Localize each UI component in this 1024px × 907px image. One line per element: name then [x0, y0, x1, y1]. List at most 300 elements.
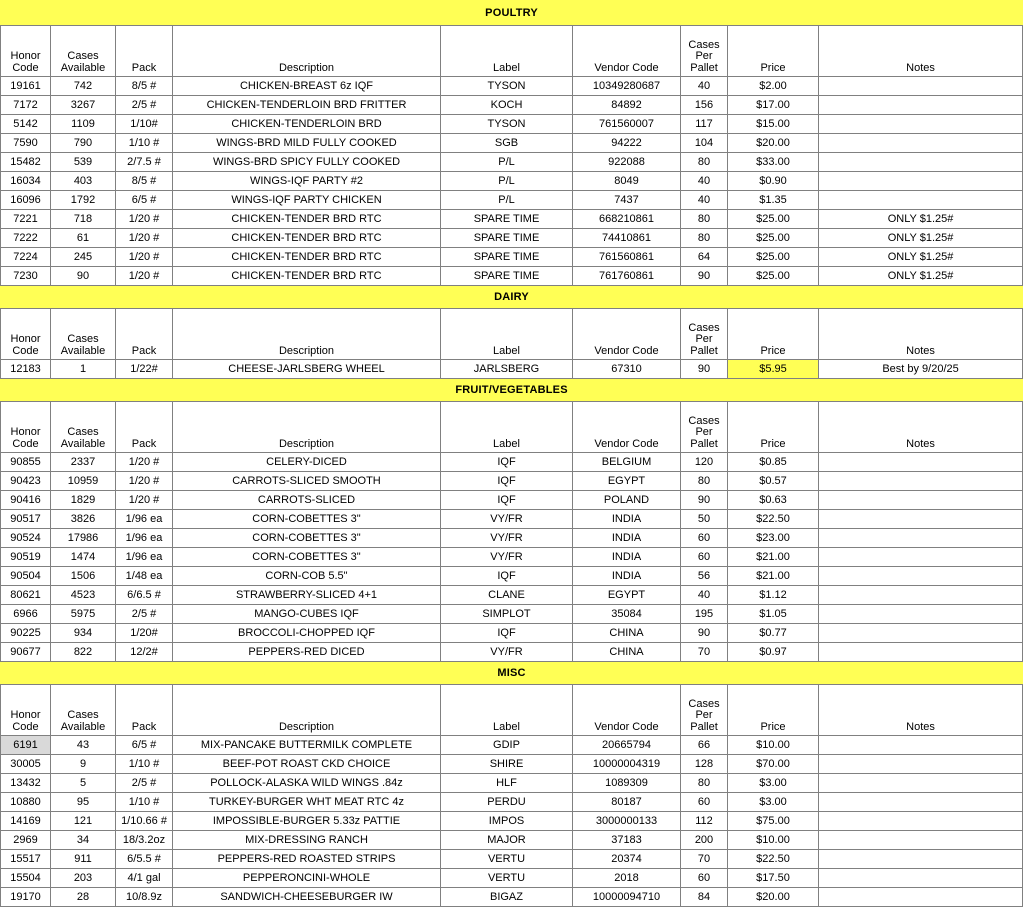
cell-notes[interactable]: [819, 643, 1023, 662]
cell-pack[interactable]: 1/10 #: [116, 755, 173, 774]
cell-description[interactable]: CORN-COBETTES 3": [173, 510, 441, 529]
cell-label[interactable]: IQF: [441, 624, 573, 643]
cell-cases-per-pallet[interactable]: 60: [681, 869, 728, 888]
cell-description[interactable]: WINGS-IQF PARTY #2: [173, 172, 441, 191]
cell-vendor-code[interactable]: 2018: [573, 869, 681, 888]
cell-honor-code[interactable]: 7172: [1, 96, 51, 115]
cell-notes[interactable]: [819, 134, 1023, 153]
table-row[interactable]: [1, 153, 1023, 172]
column-header-cases-per-pallet[interactable]: [681, 26, 728, 77]
cell-price[interactable]: $20.00: [728, 134, 819, 153]
table-row[interactable]: [1, 115, 1023, 134]
column-header-price[interactable]: [728, 402, 819, 453]
cell-pack[interactable]: 1/20 #: [116, 248, 173, 267]
cell-cases-available[interactable]: 28: [51, 888, 116, 907]
cell-description[interactable]: MIX-PANCAKE BUTTERMILK COMPLETE: [173, 736, 441, 755]
cell-cases-available[interactable]: 1474: [51, 548, 116, 567]
cell-cases-available[interactable]: 934: [51, 624, 116, 643]
cell-vendor-code[interactable]: 94222: [573, 134, 681, 153]
cell-pack[interactable]: 1/20#: [116, 624, 173, 643]
cell-cases-available[interactable]: 539: [51, 153, 116, 172]
cell-cases-per-pallet[interactable]: 70: [681, 643, 728, 662]
cell-label[interactable]: SHIRE: [441, 755, 573, 774]
cell-label[interactable]: VY/FR: [441, 548, 573, 567]
cell-cases-available[interactable]: 822: [51, 643, 116, 662]
cell-notes[interactable]: ONLY $1.25#: [819, 229, 1023, 248]
cell-description[interactable]: IMPOSSIBLE-BURGER 5.33z PATTIE: [173, 812, 441, 831]
cell-description[interactable]: CHICKEN-TENDERLOIN BRD: [173, 115, 441, 134]
column-header-description[interactable]: [173, 402, 441, 453]
column-header-honor-code[interactable]: [1, 402, 51, 453]
cell-pack[interactable]: 1/20 #: [116, 472, 173, 491]
cell-vendor-code[interactable]: 67310: [573, 360, 681, 379]
cell-notes[interactable]: [819, 96, 1023, 115]
cell-description[interactable]: BROCCOLI-CHOPPED IQF: [173, 624, 441, 643]
cell-label[interactable]: P/L: [441, 172, 573, 191]
cell-pack[interactable]: 1/20 #: [116, 267, 173, 286]
cell-pack[interactable]: 10/8.9z: [116, 888, 173, 907]
column-header-vendor-code[interactable]: [573, 402, 681, 453]
column-header-description[interactable]: [173, 26, 441, 77]
cell-price[interactable]: $25.00: [728, 229, 819, 248]
cell-description[interactable]: MANGO-CUBES IQF: [173, 605, 441, 624]
table-row[interactable]: [1, 248, 1023, 267]
cell-honor-code[interactable]: 90855: [1, 453, 51, 472]
cell-vendor-code[interactable]: 3000000133: [573, 812, 681, 831]
cell-cases-available[interactable]: 3267: [51, 96, 116, 115]
cell-price[interactable]: $17.00: [728, 96, 819, 115]
cell-price[interactable]: $5.95: [728, 360, 819, 379]
cell-cases-available[interactable]: 90: [51, 267, 116, 286]
cell-honor-code[interactable]: 7221: [1, 210, 51, 229]
cell-price[interactable]: $22.50: [728, 510, 819, 529]
cell-pack[interactable]: 1/20 #: [116, 453, 173, 472]
column-header-pack[interactable]: [116, 309, 173, 360]
cell-description[interactable]: BEEF-POT ROAST CKD CHOICE: [173, 755, 441, 774]
column-header-pack[interactable]: [116, 26, 173, 77]
cell-label[interactable]: JARLSBERG: [441, 360, 573, 379]
table-row[interactable]: [1, 453, 1023, 472]
cell-vendor-code[interactable]: 80187: [573, 793, 681, 812]
cell-price[interactable]: $21.00: [728, 567, 819, 586]
column-header-description[interactable]: [173, 309, 441, 360]
cell-pack[interactable]: 1/20 #: [116, 491, 173, 510]
cell-label[interactable]: SPARE TIME: [441, 267, 573, 286]
cell-price[interactable]: $25.00: [728, 248, 819, 267]
cell-notes[interactable]: [819, 586, 1023, 605]
cell-label[interactable]: TYSON: [441, 115, 573, 134]
cell-label[interactable]: VY/FR: [441, 510, 573, 529]
column-header-label[interactable]: [441, 309, 573, 360]
cell-notes[interactable]: [819, 624, 1023, 643]
cell-cases-available[interactable]: 1109: [51, 115, 116, 134]
cell-cases-available[interactable]: 95: [51, 793, 116, 812]
cell-label[interactable]: VERTU: [441, 869, 573, 888]
cell-vendor-code[interactable]: CHINA: [573, 624, 681, 643]
cell-cases-available[interactable]: 2337: [51, 453, 116, 472]
cell-honor-code[interactable]: 90517: [1, 510, 51, 529]
cell-cases-per-pallet[interactable]: 40: [681, 172, 728, 191]
cell-notes[interactable]: [819, 567, 1023, 586]
table-row[interactable]: [1, 831, 1023, 850]
column-header-cases-available[interactable]: [51, 402, 116, 453]
cell-description[interactable]: CHICKEN-TENDERLOIN BRD FRITTER: [173, 96, 441, 115]
cell-vendor-code[interactable]: 35084: [573, 605, 681, 624]
cell-honor-code[interactable]: 6191: [1, 736, 51, 755]
cell-vendor-code[interactable]: 8049: [573, 172, 681, 191]
cell-description[interactable]: CORN-COB 5.5": [173, 567, 441, 586]
cell-cases-available[interactable]: 61: [51, 229, 116, 248]
cell-label[interactable]: SPARE TIME: [441, 248, 573, 267]
column-header-cases-per-pallet[interactable]: [681, 685, 728, 736]
cell-cases-available[interactable]: 790: [51, 134, 116, 153]
cell-cases-available[interactable]: 4523: [51, 586, 116, 605]
cell-cases-available[interactable]: 10959: [51, 472, 116, 491]
cell-description[interactable]: WINGS-BRD MILD FULLY COOKED: [173, 134, 441, 153]
table-row[interactable]: [1, 850, 1023, 869]
cell-cases-per-pallet[interactable]: 195: [681, 605, 728, 624]
cell-description[interactable]: TURKEY-BURGER WHT MEAT RTC 4z: [173, 793, 441, 812]
cell-honor-code[interactable]: 15482: [1, 153, 51, 172]
cell-honor-code[interactable]: 7224: [1, 248, 51, 267]
cell-pack[interactable]: 8/5 #: [116, 172, 173, 191]
cell-notes[interactable]: [819, 755, 1023, 774]
cell-notes[interactable]: [819, 793, 1023, 812]
table-row[interactable]: [1, 736, 1023, 755]
cell-label[interactable]: IQF: [441, 472, 573, 491]
cell-cases-per-pallet[interactable]: 60: [681, 529, 728, 548]
cell-cases-available[interactable]: 121: [51, 812, 116, 831]
table-row[interactable]: [1, 888, 1023, 907]
cell-notes[interactable]: [819, 491, 1023, 510]
cell-description[interactable]: WINGS-BRD SPICY FULLY COOKED: [173, 153, 441, 172]
cell-description[interactable]: STRAWBERRY-SLICED 4+1: [173, 586, 441, 605]
cell-pack[interactable]: 6/5.5 #: [116, 850, 173, 869]
cell-cases-per-pallet[interactable]: 50: [681, 510, 728, 529]
cell-description[interactable]: PEPPERS-RED DICED: [173, 643, 441, 662]
cell-cases-per-pallet[interactable]: 200: [681, 831, 728, 850]
column-header-notes[interactable]: [819, 309, 1023, 360]
cell-notes[interactable]: [819, 191, 1023, 210]
table-row[interactable]: [1, 229, 1023, 248]
column-header-description[interactable]: [173, 685, 441, 736]
cell-cases-available[interactable]: 9: [51, 755, 116, 774]
column-header-honor-code[interactable]: [1, 309, 51, 360]
cell-price[interactable]: $0.57: [728, 472, 819, 491]
cell-label[interactable]: MAJOR: [441, 831, 573, 850]
table-row[interactable]: [1, 77, 1023, 96]
cell-cases-per-pallet[interactable]: 64: [681, 248, 728, 267]
cell-price[interactable]: $3.00: [728, 793, 819, 812]
cell-pack[interactable]: 1/10 #: [116, 134, 173, 153]
cell-price[interactable]: $3.00: [728, 774, 819, 793]
cell-honor-code[interactable]: 90423: [1, 472, 51, 491]
cell-pack[interactable]: 1/10 #: [116, 793, 173, 812]
table-row[interactable]: [1, 96, 1023, 115]
cell-honor-code[interactable]: 16096: [1, 191, 51, 210]
column-header-label[interactable]: [441, 26, 573, 77]
cell-label[interactable]: BIGAZ: [441, 888, 573, 907]
cell-vendor-code[interactable]: 20665794: [573, 736, 681, 755]
cell-price[interactable]: $22.50: [728, 850, 819, 869]
column-header-honor-code[interactable]: [1, 26, 51, 77]
cell-label[interactable]: SIMPLOT: [441, 605, 573, 624]
column-header-cases-per-pallet[interactable]: [681, 309, 728, 360]
table-row[interactable]: [1, 793, 1023, 812]
cell-pack[interactable]: 1/10#: [116, 115, 173, 134]
cell-cases-per-pallet[interactable]: 90: [681, 491, 728, 510]
cell-price[interactable]: $17.50: [728, 869, 819, 888]
cell-pack[interactable]: 4/1 gal: [116, 869, 173, 888]
cell-pack[interactable]: 1/96 ea: [116, 510, 173, 529]
cell-notes[interactable]: [819, 888, 1023, 907]
column-header-vendor-code[interactable]: [573, 685, 681, 736]
cell-cases-per-pallet[interactable]: 90: [681, 624, 728, 643]
column-header-price[interactable]: [728, 26, 819, 77]
table-row[interactable]: [1, 267, 1023, 286]
cell-vendor-code[interactable]: 10349280687: [573, 77, 681, 96]
cell-description[interactable]: CHICKEN-TENDER BRD RTC: [173, 267, 441, 286]
table-row[interactable]: [1, 172, 1023, 191]
cell-pack[interactable]: 18/3.2oz: [116, 831, 173, 850]
cell-pack[interactable]: 1/96 ea: [116, 529, 173, 548]
cell-cases-available[interactable]: 403: [51, 172, 116, 191]
column-header-honor-code[interactable]: [1, 685, 51, 736]
cell-cases-available[interactable]: 5: [51, 774, 116, 793]
cell-cases-available[interactable]: 245: [51, 248, 116, 267]
cell-cases-available[interactable]: 742: [51, 77, 116, 96]
cell-vendor-code[interactable]: 84892: [573, 96, 681, 115]
cell-price[interactable]: $10.00: [728, 736, 819, 755]
cell-label[interactable]: TYSON: [441, 77, 573, 96]
cell-description[interactable]: MIX-DRESSING RANCH: [173, 831, 441, 850]
cell-cases-available[interactable]: 3826: [51, 510, 116, 529]
cell-description[interactable]: CHEESE-JARLSBERG WHEEL: [173, 360, 441, 379]
cell-cases-per-pallet[interactable]: 112: [681, 812, 728, 831]
cell-pack[interactable]: 1/20 #: [116, 210, 173, 229]
cell-notes[interactable]: [819, 850, 1023, 869]
table-row[interactable]: [1, 510, 1023, 529]
cell-vendor-code[interactable]: INDIA: [573, 529, 681, 548]
column-header-pack[interactable]: [116, 685, 173, 736]
cell-cases-per-pallet[interactable]: 40: [681, 191, 728, 210]
cell-cases-per-pallet[interactable]: 90: [681, 267, 728, 286]
cell-honor-code[interactable]: 7222: [1, 229, 51, 248]
cell-description[interactable]: CARROTS-SLICED: [173, 491, 441, 510]
cell-cases-per-pallet[interactable]: 90: [681, 360, 728, 379]
cell-label[interactable]: IQF: [441, 567, 573, 586]
cell-pack[interactable]: 1/96 ea: [116, 548, 173, 567]
column-header-label[interactable]: [441, 685, 573, 736]
cell-cases-per-pallet[interactable]: 104: [681, 134, 728, 153]
cell-cases-per-pallet[interactable]: 156: [681, 96, 728, 115]
table-row[interactable]: [1, 210, 1023, 229]
cell-pack[interactable]: 12/2#: [116, 643, 173, 662]
cell-description[interactable]: CHICKEN-TENDER BRD RTC: [173, 210, 441, 229]
cell-notes[interactable]: [819, 812, 1023, 831]
cell-label[interactable]: SGB: [441, 134, 573, 153]
cell-vendor-code[interactable]: INDIA: [573, 548, 681, 567]
cell-honor-code[interactable]: 90524: [1, 529, 51, 548]
cell-cases-per-pallet[interactable]: 80: [681, 774, 728, 793]
column-header-vendor-code[interactable]: [573, 26, 681, 77]
cell-notes[interactable]: [819, 869, 1023, 888]
cell-description[interactable]: PEPPERS-RED ROASTED STRIPS: [173, 850, 441, 869]
table-row[interactable]: [1, 548, 1023, 567]
cell-price[interactable]: $1.05: [728, 605, 819, 624]
cell-pack[interactable]: 8/5 #: [116, 77, 173, 96]
cell-cases-per-pallet[interactable]: 117: [681, 115, 728, 134]
cell-notes[interactable]: [819, 77, 1023, 96]
cell-description[interactable]: CHICKEN-TENDER BRD RTC: [173, 248, 441, 267]
cell-label[interactable]: SPARE TIME: [441, 210, 573, 229]
table-row[interactable]: [1, 624, 1023, 643]
cell-label[interactable]: KOCH: [441, 96, 573, 115]
cell-honor-code[interactable]: 6966: [1, 605, 51, 624]
cell-notes[interactable]: [819, 605, 1023, 624]
cell-honor-code[interactable]: 90519: [1, 548, 51, 567]
cell-notes[interactable]: [819, 736, 1023, 755]
cell-honor-code[interactable]: 90677: [1, 643, 51, 662]
cell-cases-available[interactable]: 17986: [51, 529, 116, 548]
column-header-cases-available[interactable]: [51, 309, 116, 360]
cell-cases-available[interactable]: 43: [51, 736, 116, 755]
cell-notes[interactable]: [819, 774, 1023, 793]
cell-description[interactable]: CORN-COBETTES 3": [173, 529, 441, 548]
table-row[interactable]: [1, 191, 1023, 210]
cell-cases-per-pallet[interactable]: 56: [681, 567, 728, 586]
cell-notes[interactable]: Best by 9/20/25: [819, 360, 1023, 379]
cell-label[interactable]: CLANE: [441, 586, 573, 605]
cell-vendor-code[interactable]: INDIA: [573, 510, 681, 529]
cell-label[interactable]: PERDU: [441, 793, 573, 812]
cell-cases-available[interactable]: 1506: [51, 567, 116, 586]
cell-vendor-code[interactable]: 1089309: [573, 774, 681, 793]
cell-label[interactable]: P/L: [441, 191, 573, 210]
cell-cases-per-pallet[interactable]: 84: [681, 888, 728, 907]
cell-notes[interactable]: [819, 172, 1023, 191]
cell-price[interactable]: $15.00: [728, 115, 819, 134]
cell-price[interactable]: $1.35: [728, 191, 819, 210]
cell-notes[interactable]: [819, 831, 1023, 850]
cell-label[interactable]: VY/FR: [441, 643, 573, 662]
cell-pack[interactable]: 6/6.5 #: [116, 586, 173, 605]
cell-description[interactable]: WINGS-IQF PARTY CHICKEN: [173, 191, 441, 210]
cell-description[interactable]: CHICKEN-BREAST 6z IQF: [173, 77, 441, 96]
cell-notes[interactable]: [819, 453, 1023, 472]
table-row[interactable]: [1, 812, 1023, 831]
cell-label[interactable]: IQF: [441, 453, 573, 472]
cell-honor-code[interactable]: 12183: [1, 360, 51, 379]
cell-price[interactable]: $0.85: [728, 453, 819, 472]
cell-pack[interactable]: 1/22#: [116, 360, 173, 379]
column-header-price[interactable]: [728, 309, 819, 360]
cell-pack[interactable]: 2/5 #: [116, 96, 173, 115]
cell-cases-per-pallet[interactable]: 128: [681, 755, 728, 774]
cell-honor-code[interactable]: 15517: [1, 850, 51, 869]
cell-description[interactable]: CELERY-DICED: [173, 453, 441, 472]
cell-cases-per-pallet[interactable]: 70: [681, 850, 728, 869]
cell-vendor-code[interactable]: 761760861: [573, 267, 681, 286]
cell-notes[interactable]: [819, 472, 1023, 491]
cell-cases-per-pallet[interactable]: 80: [681, 153, 728, 172]
cell-honor-code[interactable]: 90416: [1, 491, 51, 510]
cell-vendor-code[interactable]: BELGIUM: [573, 453, 681, 472]
cell-price[interactable]: $25.00: [728, 210, 819, 229]
cell-notes[interactable]: [819, 529, 1023, 548]
cell-label[interactable]: GDIP: [441, 736, 573, 755]
cell-notes[interactable]: ONLY $1.25#: [819, 210, 1023, 229]
cell-honor-code[interactable]: 7590: [1, 134, 51, 153]
cell-price[interactable]: $70.00: [728, 755, 819, 774]
cell-notes[interactable]: [819, 548, 1023, 567]
cell-honor-code[interactable]: 14169: [1, 812, 51, 831]
cell-price[interactable]: $75.00: [728, 812, 819, 831]
cell-notes[interactable]: [819, 115, 1023, 134]
cell-cases-available[interactable]: 34: [51, 831, 116, 850]
cell-pack[interactable]: 1/48 ea: [116, 567, 173, 586]
cell-cases-available[interactable]: 1829: [51, 491, 116, 510]
cell-label[interactable]: HLF: [441, 774, 573, 793]
cell-cases-per-pallet[interactable]: 120: [681, 453, 728, 472]
cell-pack[interactable]: 2/7.5 #: [116, 153, 173, 172]
table-row[interactable]: [1, 869, 1023, 888]
cell-label[interactable]: VY/FR: [441, 529, 573, 548]
table-row[interactable]: [1, 491, 1023, 510]
cell-honor-code[interactable]: 7230: [1, 267, 51, 286]
cell-description[interactable]: POLLOCK-ALASKA WILD WINGS .84z: [173, 774, 441, 793]
cell-cases-per-pallet[interactable]: 80: [681, 229, 728, 248]
cell-honor-code[interactable]: 16034: [1, 172, 51, 191]
cell-price[interactable]: $0.77: [728, 624, 819, 643]
cell-vendor-code[interactable]: 10000004319: [573, 755, 681, 774]
cell-cases-available[interactable]: 5975: [51, 605, 116, 624]
cell-description[interactable]: CORN-COBETTES 3": [173, 548, 441, 567]
cell-honor-code[interactable]: 90504: [1, 567, 51, 586]
cell-vendor-code[interactable]: 668210861: [573, 210, 681, 229]
cell-pack[interactable]: 1/20 #: [116, 229, 173, 248]
table-row[interactable]: [1, 134, 1023, 153]
cell-vendor-code[interactable]: 761560007: [573, 115, 681, 134]
cell-label[interactable]: P/L: [441, 153, 573, 172]
cell-honor-code[interactable]: 80621: [1, 586, 51, 605]
cell-notes[interactable]: ONLY $1.25#: [819, 248, 1023, 267]
cell-price[interactable]: $0.97: [728, 643, 819, 662]
cell-cases-available[interactable]: 718: [51, 210, 116, 229]
cell-honor-code[interactable]: 19161: [1, 77, 51, 96]
cell-price[interactable]: $25.00: [728, 267, 819, 286]
cell-cases-per-pallet[interactable]: 80: [681, 210, 728, 229]
table-row[interactable]: [1, 774, 1023, 793]
cell-pack[interactable]: 1/10.66 #: [116, 812, 173, 831]
cell-pack[interactable]: 6/5 #: [116, 191, 173, 210]
cell-pack[interactable]: 2/5 #: [116, 774, 173, 793]
column-header-vendor-code[interactable]: [573, 309, 681, 360]
cell-vendor-code[interactable]: 10000094710: [573, 888, 681, 907]
cell-cases-per-pallet[interactable]: 40: [681, 586, 728, 605]
cell-vendor-code[interactable]: POLAND: [573, 491, 681, 510]
cell-notes[interactable]: [819, 153, 1023, 172]
table-row[interactable]: [1, 586, 1023, 605]
cell-price[interactable]: $20.00: [728, 888, 819, 907]
cell-cases-available[interactable]: 203: [51, 869, 116, 888]
cell-price[interactable]: $0.90: [728, 172, 819, 191]
table-row[interactable]: [1, 360, 1023, 379]
table-row[interactable]: [1, 643, 1023, 662]
cell-notes[interactable]: ONLY $1.25#: [819, 267, 1023, 286]
cell-description[interactable]: PEPPERONCINI-WHOLE: [173, 869, 441, 888]
table-row[interactable]: [1, 529, 1023, 548]
